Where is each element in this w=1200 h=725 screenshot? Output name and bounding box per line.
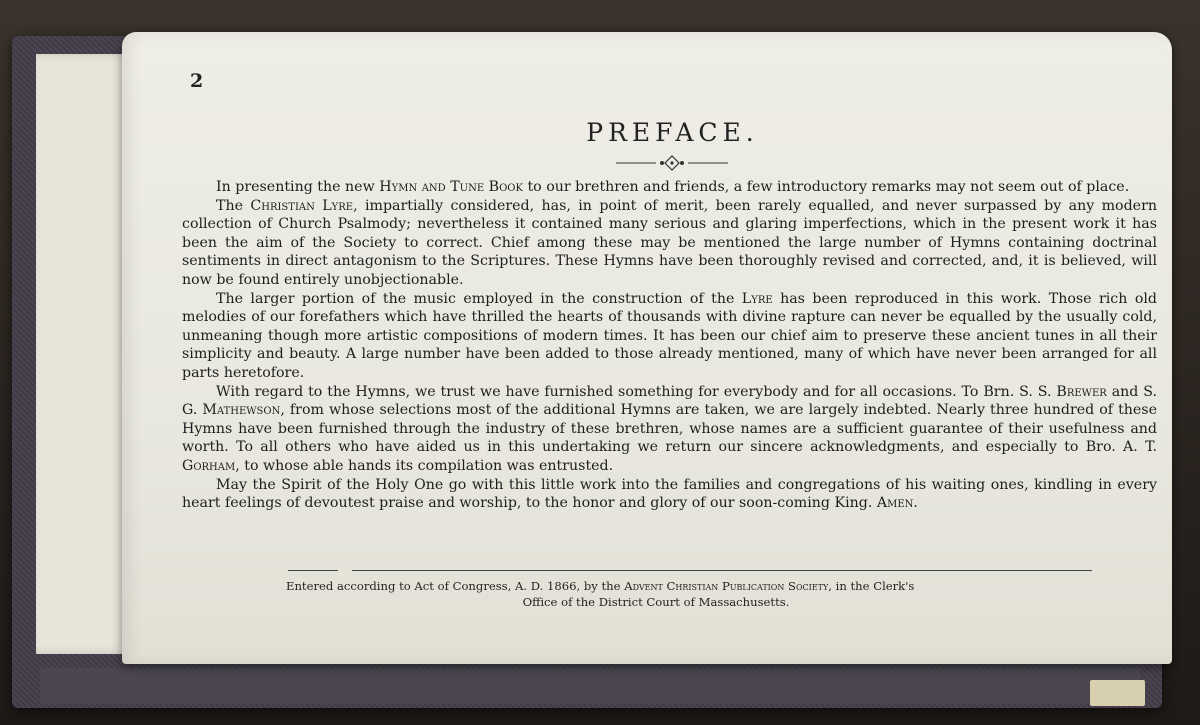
person-name: Mathewson [202,402,281,419]
book-name: Lyre [741,290,773,307]
paragraph-4: With regard to the Hymns, we trust we have furnished something for everybody and for all occasions. To Brn. S. S. Brewer and S. G. Mathewson, from whose selections most of the additional Hymns are taken, we are largely indebted. Nearly three hundred of these Hymns have been furnished through the industry of these brethren, whose names are a sufficient guarantee of their usefulness and worth. To all others who have aided us in this undertaking we return our sincere acknowledgments, and especially to Bro. A. T. Gorham, to whose able hands its compilation was entrusted. [182,383,1158,474]
preface-text [182,178,1157,513]
copyright-line-2: Office of the District Court of Massachusetts. [522,595,790,609]
page-number: 2 [190,70,204,92]
footnote-rule-left [288,570,338,571]
book-name: Hymn and Tune Book [379,179,523,195]
book-name: Christian Lyre, [250,197,358,214]
publisher-name: Advent Christian Publication Society [624,579,829,593]
person-name: Gorham [182,457,236,474]
ornament-divider [612,155,732,171]
amen: Amen. [876,495,918,512]
cover-corner [1090,680,1145,706]
copyright-notice: Entered according to Act of Congress, A. D. 1866, by the Advent Christian Publication Society, in the Clerk's Office of the District Court of Massachusetts. [286,578,1116,610]
paragraph-3: The larger portion of the music employed in the construction of the Lyre has been reproduced in this work. Those rich old melodies of our forefathers which have thrilled the hearts of thousands with divine rapture can never be equalled by the usually cold, unmeaning though more artistic compositions of modern times. It has been our chief aim to preserve these ancient tunes in all their simplicity and beauty. A large number have been added to those already mentioned, many of which have never been arranged for all parts heretofore. [182,290,1157,381]
footnote-rule [352,570,1092,571]
page-title: PREFACE. [586,118,759,147]
paragraph-1: In presenting the new Hymn and Tune Book to our brethren and friends, a few introductory remarks may not seem out of place. [216,179,1130,195]
paragraph-5: May the Spirit of the Holy One go with this little work into the families and congregations of his waiting ones, kindling in every heart feelings of devoutest praise and worship, to the honor and glory of our soon-coming King. Amen. [182,476,1157,512]
paragraph-2: The Christian Lyre, impartially considered, has, in point of merit, been rarely equalled, and never surpassed by any modern collection of Church Psalmody; nevertheless it contained many serious and glaring imperfections, which in the present work it has been the aim of the Society to correct. Chief among these may be mentioned the large number of Hymns containing doctrinal sentiments in direct antagonism to the Scriptures. These Hymns have been thoroughly revised and corrected, and, it is believed, will now be found entirely unobjectionable. [182,197,1157,288]
person-name: Brewer [1056,383,1107,400]
book-cover-edge [40,668,1140,704]
